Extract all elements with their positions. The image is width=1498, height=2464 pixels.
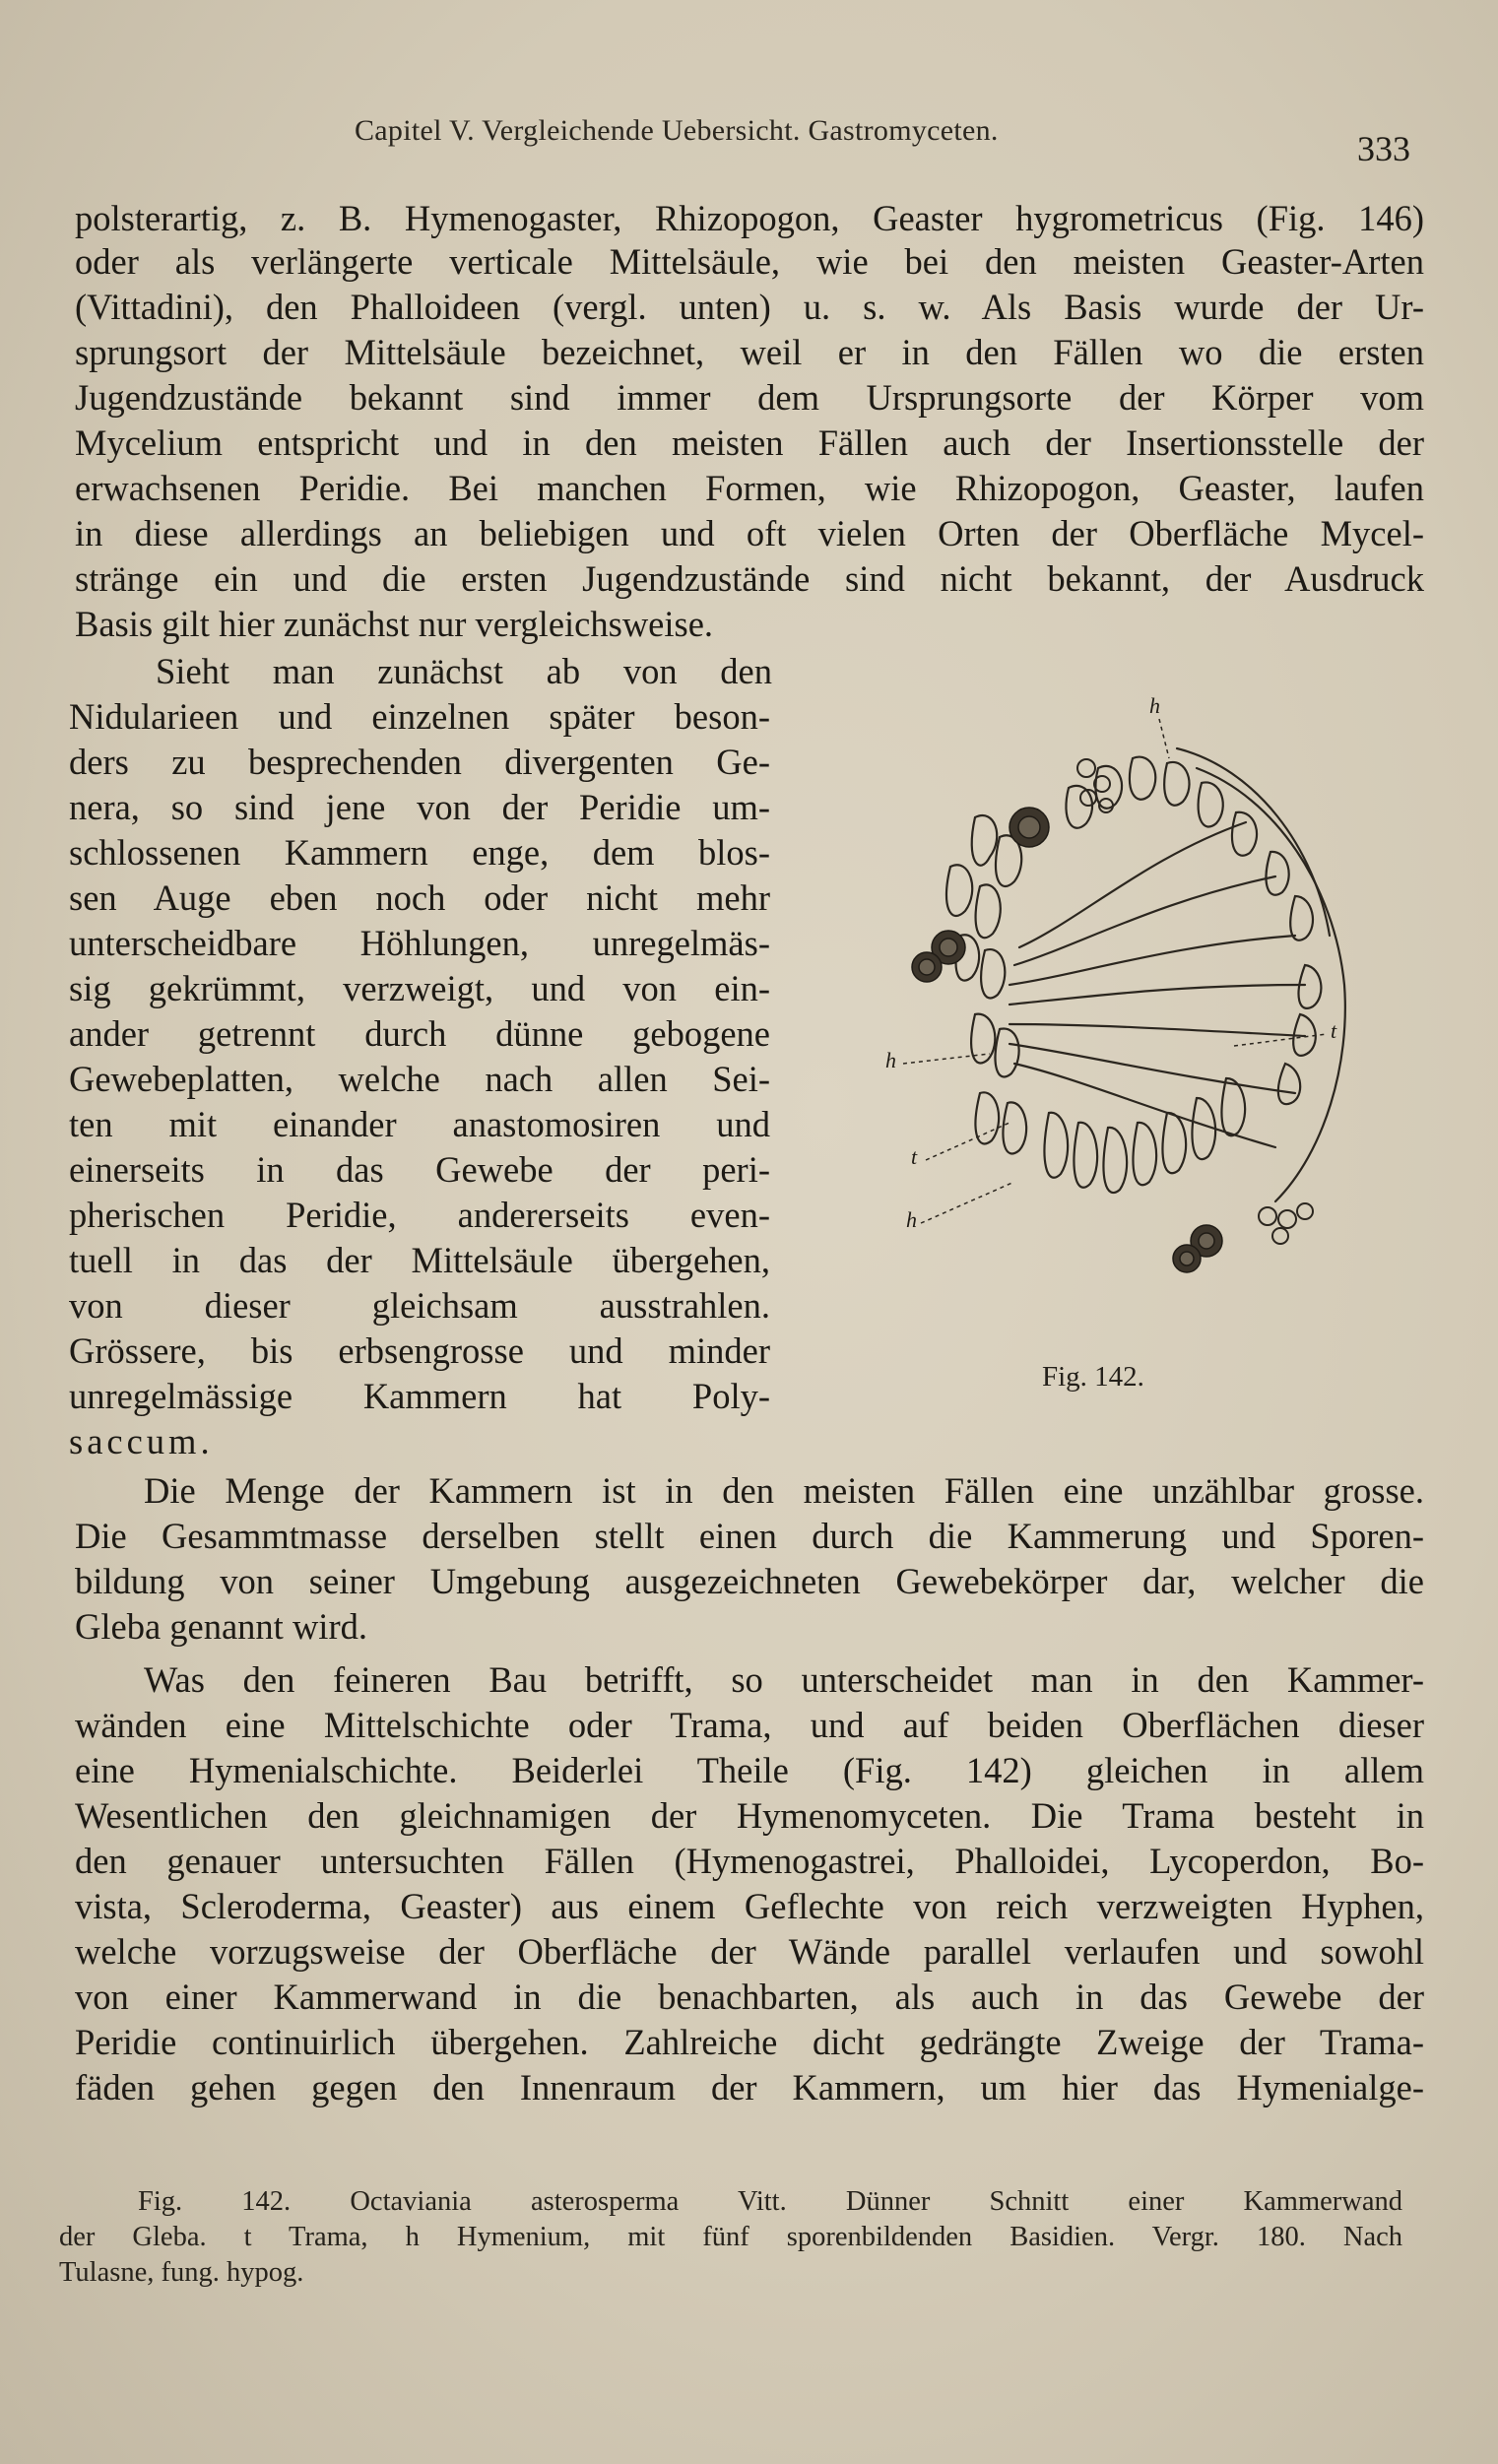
figure-letter-h: h [1149, 693, 1160, 718]
text-line: (Vittadini), den Phalloideen (vergl. unten) u. s. w. Als Basis wurde der Ur- [75, 287, 1424, 327]
text-line: Grössere, bis erbsengrosse und minder [69, 1330, 770, 1371]
text-line: Sieht man zunächst ab von den [156, 651, 772, 691]
text-line: den genauer untersuchten Fällen (Hymenogastrei, Phalloidei, Lycoperdon, Bo- [75, 1841, 1424, 1881]
text-line: pherischen Peridie, andererseits even- [69, 1195, 770, 1235]
page-number: 333 [1357, 129, 1410, 168]
text-line: Mycelium entspricht und in den meisten Fällen auch der Insertionsstelle der [75, 422, 1424, 463]
text-line: bildung von seiner Umgebung ausgezeichneten Gewebekörper dar, welcher die [75, 1561, 1424, 1601]
text-line: Was den feineren Bau betrifft, so unterscheidet man in den Kammer- [144, 1659, 1424, 1700]
text-line: Gewebeplatten, welche nach allen Sei- [69, 1059, 770, 1099]
text-line: fäden gehen gegen den Innenraum der Kammern, um hier das Hymenialge- [75, 2067, 1424, 2107]
text-line: oder als verlängerte verticale Mittelsäule, wie bei den meisten Geaster-Arten [75, 241, 1424, 282]
figure-letter-t: t [911, 1144, 918, 1169]
text-line: wänden eine Mittelschichte oder Trama, und auf beiden Oberflächen dieser [75, 1705, 1424, 1745]
text-line: sig gekrümmt, verzweigt, und von ein- [69, 968, 770, 1008]
text-line: nera, so sind jene von der Peridie um- [69, 787, 770, 827]
running-head: Capitel V. Vergleichende Uebersicht. Gastromyceten. [355, 114, 999, 147]
text-line: vista, Scleroderma, Geaster) aus einem Geflechte von reich verzweigten Hyphen, [75, 1886, 1424, 1926]
text-line: saccum. [69, 1421, 214, 1461]
text-line: Basis gilt hier zunächst nur vergleichsweise. [75, 604, 714, 644]
text-line: eine Hymenialschichte. Beiderlei Theile (Fig. 142) gleichen in allem [75, 1750, 1424, 1790]
text-line: Die Gesammtmasse derselben stellt einen durch die Kammerung und Sporen- [75, 1516, 1424, 1556]
text-line: unregelmässige Kammern hat Poly- [69, 1376, 770, 1416]
text-line: sprungsort der Mittelsäule bezeichnet, weil er in den Fällen wo die ersten [75, 332, 1424, 372]
text-line: Gleba genannt wird. [75, 1606, 367, 1647]
text-line: welche vorzugsweise der Oberfläche der Wände parallel verlaufen und sowohl [75, 1931, 1424, 1972]
text-line: stränge ein und die ersten Jugendzustände sind nicht bekannt, der Ausdruck [75, 558, 1424, 599]
text-line: einerseits in das Gewebe der peri- [69, 1149, 770, 1190]
figure-caption-line: Fig. 142. Octaviania asterosperma Vitt. Dünner Schnitt einer Kammerwand [138, 2186, 1402, 2217]
text-line: erwachsenen Peridie. Bei manchen Formen, wie Rhizopogon, Geaster, laufen [75, 468, 1424, 508]
figure-letter-h: h [906, 1207, 917, 1232]
figure-142-drawing [881, 689, 1364, 1339]
text-line: sen Auge eben noch oder nicht mehr [69, 877, 770, 918]
text-line: unterscheidbare Höhlungen, unregelmäs- [69, 923, 770, 963]
figure-label: Fig. 142. [1042, 1361, 1144, 1393]
text-line: in diese allerdings an beliebigen und oft vielen Orten der Oberfläche Mycel- [75, 513, 1424, 553]
text-line: ander getrennt durch dünne gebogene [69, 1013, 770, 1054]
text-line: von einer Kammerwand in die benachbarten, als auch in das Gewebe der [75, 1977, 1424, 2017]
text-line: von dieser gleichsam ausstrahlen. [69, 1285, 770, 1326]
figure-caption-line: Tulasne, fung. hypog. [59, 2257, 304, 2288]
text-line: tuell in das der Mittelsäule übergehen, [69, 1240, 770, 1280]
figure-letter-h: h [885, 1048, 896, 1072]
text-line: Jugendzustände bekannt sind immer dem Ursprungsorte der Körper vom [75, 377, 1424, 418]
text-line: Die Menge der Kammern ist in den meisten Fällen eine unzählbar grosse. [144, 1470, 1424, 1511]
figure-letter-t: t [1331, 1018, 1337, 1043]
text-line: ten mit einander anastomosiren und [69, 1104, 770, 1144]
figure-caption-line: der Gleba. t Trama, h Hymenium, mit fünf sporenbildenden Basidien. Vergr. 180. Nach [59, 2222, 1402, 2252]
text-line: Peridie continuirlich übergehen. Zahlreiche dicht gedrängte Zweige der Trama- [75, 2022, 1424, 2062]
text-line: schlossenen Kammern enge, dem blos- [69, 832, 770, 873]
text-line: Wesentlichen den gleichnamigen der Hymenomyceten. Die Trama besteht in [75, 1795, 1424, 1836]
text-line: ders zu besprechenden divergenten Ge- [69, 742, 770, 782]
text-line: polsterartig, z. B. Hymenogaster, Rhizopogon, Geaster hygrometricus (Fig. 146) [75, 198, 1424, 238]
text-line: Nidularieen und einzelnen später beson- [69, 696, 770, 737]
